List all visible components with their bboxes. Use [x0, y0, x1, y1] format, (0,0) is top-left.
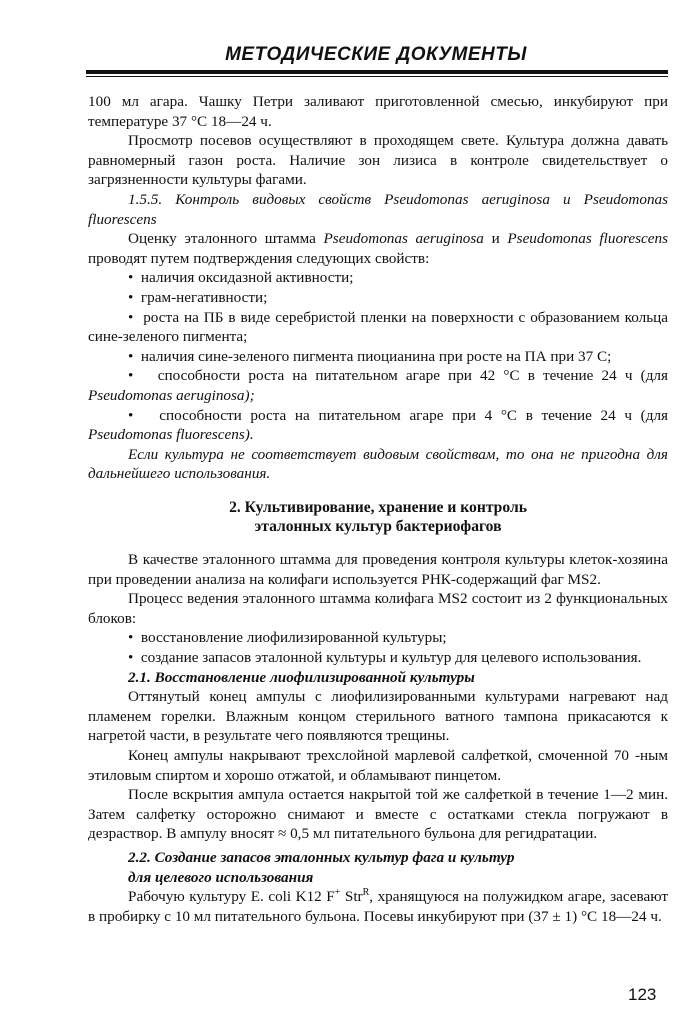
paragraph: Оттянутый конец ампулы с лиофилизированными культурами нагревают над пламенем горелки. Влажным концом стерильного ватного тампона прикасаются к нагретой части, в результате чего появляются трещины. — [88, 688, 668, 745]
header-rule-thin — [86, 76, 668, 77]
list-item: • способности роста на питательном агаре при 42 °С в течение 24 ч (для Pseudomonas aeruginosa); — [88, 366, 668, 405]
paragraph: Оценку эталонного штамма Pseudomonas aeruginosa и Pseudomonas fluorescens проводят путем подтверждения следующих свойств: — [88, 230, 669, 267]
list-item: • наличия оксидазной активности; — [88, 268, 668, 288]
list-item: • наличия сине-зеленого пигмента пиоцианина при росте на ПА при 37 С; — [88, 347, 668, 367]
page-number: 123 — [628, 985, 657, 1004]
paragraph: 100 мл агара. Чашку Петри заливают приготовленной смесью, инкубируют при температуре 37 °С 18—24 ч. — [88, 93, 668, 130]
list-item: • восстановление лиофилизированной культуры; — [88, 628, 668, 648]
section-2-2-heading: 2.2. Создание запасов эталонных культур фага и культур для целевого использования — [128, 848, 515, 886]
section-1-5-5-title: 1.5.5. Контроль видовых свойств Pseudomonas aeruginosa и Pseudomonas fluorescens — [88, 190, 669, 228]
list-item: • создание запасов эталонной культуры и культур для целевого использования. — [88, 648, 668, 668]
paragraph: Рабочую культуру E. coli K12 F+ Str$^R$, хранящуюся на полужидком агаре, засевают в пробирку с 10 мл питательного бульона. Посевы инкубируют при (37 ± 1) °С 18—24 ч. — [88, 887, 668, 925]
page-body — [88, 92, 668, 926]
header-rule-thick — [86, 70, 668, 74]
list-item: • грам-негативности; — [88, 288, 668, 308]
paragraph: Процесс ведения эталонного штамма колифага MS2 состоит из 2 функциональных блоков: — [88, 590, 668, 627]
paragraph: Просмотр посевов осуществляют в проходящем свете. Культура должна давать равномерный газон роста. Наличие зон лизиса в контроле свидетельствует о загрязненности культуры фагами. — [88, 132, 668, 189]
section-number: 1.5.5. — [128, 190, 163, 208]
note-paragraph: Если культура не соответствует видовым свойствам, то она не пригодна для дальнейшего использования. — [88, 445, 668, 483]
section-2-1-heading: 2.1. Восстановление лиофилизированной культуры — [128, 668, 475, 686]
list-item: • роста на ПБ в виде серебристой пленки на поверхности с образованием кольца сине-зеленого пигмента; — [88, 308, 668, 347]
list-item: • способности роста на питательном агаре при 4 °С в течение 24 ч (для Pseudomonas fluorescens). — [88, 406, 668, 445]
paragraph: Конец ампулы накрывают трехслойной марлевой салфеткой, смоченной 70 -ным этиловым спиртом и хорошо отжатой, и обламывают пинцетом. — [88, 747, 668, 784]
paragraph: В качестве эталонного штамма для проведения контроля культуры клеток-хозяина при проведении анализа на колифаги используется РНК-содержащий фаг MS2. — [88, 551, 668, 588]
section-2-heading: 2. Культивирование, хранение и контроль эталонных культур бактериофагов — [229, 498, 527, 536]
paragraph: После вскрытия ампула остается накрытой той же салфеткой в течение 1—2 мин. Затем салфетку осторожно снимают и вместе с остатками стекла погружают в дезраствор. В ампулу вносят ≈ 0,5 мл питательного бульона для регидратации. — [88, 786, 668, 843]
running-header: МЕТОДИЧЕСКИЕ ДОКУМЕНТЫ — [225, 44, 527, 65]
